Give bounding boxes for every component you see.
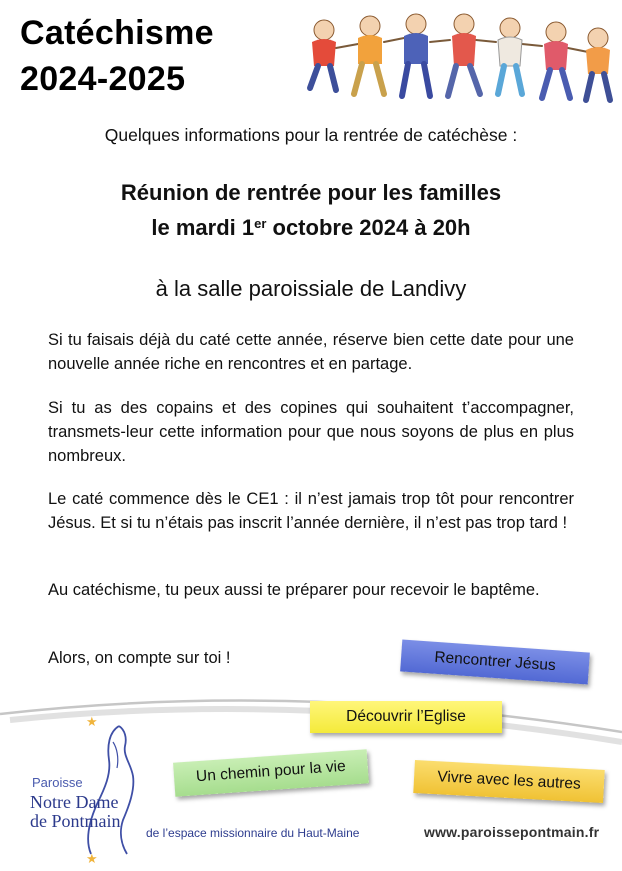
child-1 <box>310 20 336 90</box>
meeting-date-ordinal: er <box>254 215 267 231</box>
paragraph-returning: Si tu faisais déjà du caté cette année, réserve bien cette date pour une nouvelle année riche en rencontres et en partage. <box>48 331 574 373</box>
child-2 <box>354 16 384 94</box>
meeting-heading-line1: Réunion de rentrée pour les familles <box>120 180 502 205</box>
page-title-line2: 2024-2025 <box>20 60 186 98</box>
logo-de-pontmain-label: de Pontmain <box>30 811 121 831</box>
note-decouvrir-eglise: Découvrir l’Eglise <box>310 701 502 733</box>
child-3 <box>402 14 430 96</box>
note-vivre-autres: Vivre avec les autres <box>413 760 604 803</box>
logo-paroisse-label: Paroisse <box>32 775 83 790</box>
star-icon: ★ <box>86 851 98 866</box>
star-icon: ★ <box>86 714 98 729</box>
paragraph-friends: Si tu as des copains et des copines qui souhaitent t’accompagner, transmets-leur cette information pour que nous soyons de plus en plus nombreux. <box>48 399 574 465</box>
meeting-date-prefix: le mardi 1 <box>151 215 255 240</box>
intro-text: Quelques informations pour la rentrée de catéchèse : <box>104 125 518 145</box>
espace-missionnaire-text: de l’espace missionnaire du Haut-Maine <box>146 826 360 840</box>
children-holding-hands-illustration <box>296 8 616 108</box>
child-7 <box>586 28 610 100</box>
paragraph-bapteme: Au catéchisme, tu peux aussi te préparer pour recevoir le baptême. <box>48 581 540 599</box>
venue-text: à la salle paroissiale de Landivy <box>155 276 467 301</box>
child-5 <box>498 18 522 94</box>
website-link[interactable]: www.paroissepontmain.fr <box>424 824 600 840</box>
note-rencontrer-jesus: Rencontrer Jésus <box>400 639 590 684</box>
child-4 <box>448 14 480 96</box>
virgin-mary-outline-logo <box>75 712 155 862</box>
child-6 <box>542 22 570 98</box>
meeting-heading-line2 <box>0 215 622 241</box>
paragraph-closing: Alors, on compte sur toi ! <box>48 649 231 667</box>
logo-notre-dame-label: Notre Dame <box>30 792 119 812</box>
meeting-date-suffix: octobre 2024 à 20h <box>266 215 471 240</box>
paragraph-ce1: Le caté commence dès le CE1 : il n’est jamais trop tôt pour rencontrer Jésus. Et si tu n’étais pas inscrit l’année dernière, il n’est pas trop tard ! <box>48 490 574 532</box>
page-title-line1: Catéchisme <box>20 14 214 52</box>
note-chemin-vie: Un chemin pour la vie <box>173 749 369 796</box>
